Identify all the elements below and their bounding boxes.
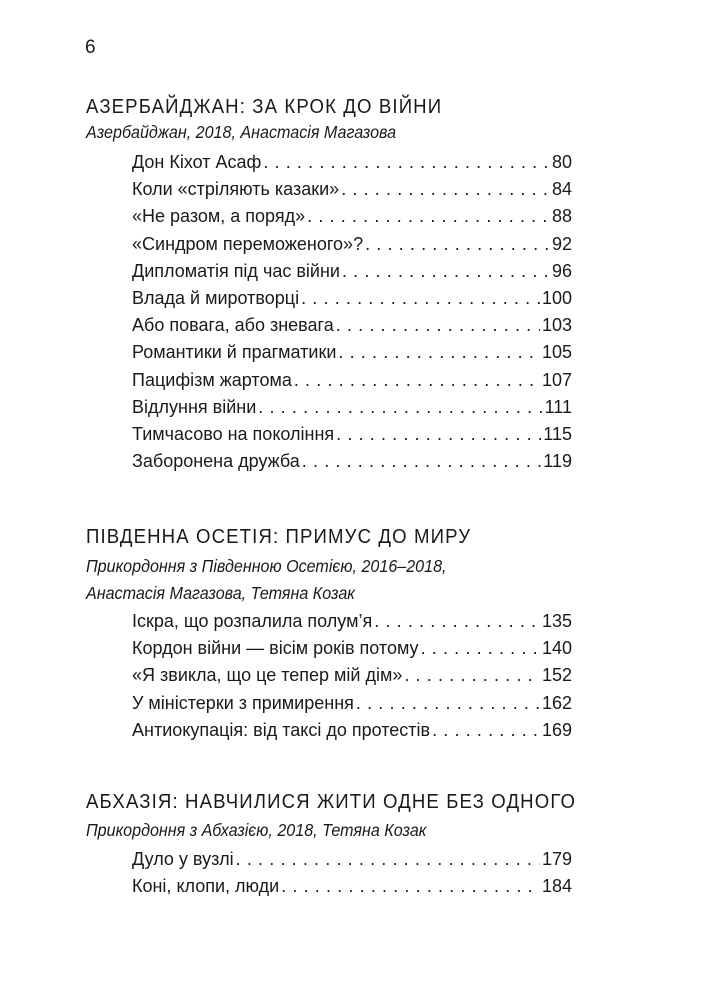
dot-leader bbox=[301, 285, 540, 312]
toc-entry-title: Тимчасово на покоління bbox=[132, 423, 335, 444]
toc-entry-page: 140 bbox=[541, 638, 572, 659]
toc-entry[interactable] bbox=[132, 846, 572, 873]
toc-entry-title: Антиокупація: від таксі до протестів bbox=[132, 719, 431, 740]
toc-entry-page: 103 bbox=[541, 315, 572, 336]
dot-leader bbox=[302, 448, 542, 475]
toc-list bbox=[86, 846, 572, 900]
toc-entry-page: 100 bbox=[541, 287, 572, 308]
dot-leader bbox=[236, 846, 540, 873]
toc-entry-page: 84 bbox=[551, 179, 572, 200]
toc-entry-title: Кордон війни — вісім років потому bbox=[132, 638, 419, 659]
toc-entry-page: 96 bbox=[551, 260, 572, 281]
section-meta: Прикордоння з Південною Осетією, 2016–2018, bbox=[86, 556, 447, 576]
toc-entry[interactable] bbox=[132, 203, 572, 230]
toc-entry[interactable] bbox=[132, 176, 572, 203]
toc-entry-title: Дуло у вузлі bbox=[132, 849, 234, 869]
toc-entry-title: «Я звикла, що це тепер мій дім» bbox=[132, 665, 403, 686]
toc-entry-page: 105 bbox=[541, 342, 572, 363]
dot-leader bbox=[338, 339, 540, 366]
toc-entry[interactable] bbox=[132, 367, 572, 394]
toc-list bbox=[86, 608, 572, 744]
toc-entry-page: 135 bbox=[541, 611, 572, 631]
dot-leader bbox=[432, 717, 540, 744]
toc-entry[interactable] bbox=[132, 690, 572, 717]
dot-leader bbox=[404, 662, 540, 689]
section-title: АЗЕРБАЙДЖАН: ЗА КРОК ДО ВІЙНИ bbox=[86, 96, 443, 118]
dot-leader bbox=[374, 608, 540, 635]
toc-entry[interactable] bbox=[132, 258, 572, 285]
dot-leader bbox=[281, 873, 540, 900]
toc-entry-title: Пацифізм жартома bbox=[132, 369, 292, 390]
toc-entry-title: Відлуння війни bbox=[132, 396, 257, 417]
dot-leader bbox=[258, 394, 542, 421]
toc-entry-title: Влада й миротворці bbox=[132, 287, 300, 308]
dot-leader bbox=[421, 635, 540, 662]
toc-entry[interactable] bbox=[132, 312, 572, 339]
toc-entry-page: 80 bbox=[551, 152, 572, 172]
section-abkhazia bbox=[86, 789, 577, 900]
toc-entry-page: 111 bbox=[544, 396, 572, 417]
toc-entry[interactable] bbox=[132, 873, 572, 900]
toc-entry-page: 179 bbox=[541, 849, 572, 869]
toc-entry[interactable] bbox=[132, 717, 572, 744]
section-meta: Прикордоння з Абхазією, 2018, Тетяна Козак bbox=[86, 820, 427, 840]
toc-entry-page: 152 bbox=[541, 665, 572, 686]
toc-entry-title: Романтики й прагматики bbox=[132, 342, 337, 363]
toc-entry[interactable] bbox=[132, 231, 572, 258]
toc-entry-page: 169 bbox=[541, 719, 572, 740]
toc-entry-title: «Синдром переможеного»? bbox=[132, 233, 364, 254]
toc-entry-title: Іскра, що розпалила полум’я bbox=[132, 611, 373, 631]
dot-leader bbox=[342, 258, 550, 285]
dot-leader bbox=[336, 312, 540, 339]
toc-entry[interactable] bbox=[132, 339, 572, 366]
toc-entry-page: 115 bbox=[543, 423, 572, 444]
section-title: АБХАЗІЯ: НАВЧИЛИСЯ ЖИТИ ОДНЕ БЕЗ ОДНОГО bbox=[86, 791, 577, 813]
toc-entry[interactable] bbox=[132, 635, 572, 662]
toc-entry-page: 162 bbox=[541, 692, 572, 713]
toc-entry[interactable] bbox=[132, 448, 572, 475]
toc-entry-title: Коли «стріляють казаки» bbox=[132, 179, 340, 200]
toc-entry-page: 119 bbox=[543, 451, 572, 472]
toc-entry-title: Дон Кіхот Асаф bbox=[132, 152, 262, 172]
section-south-ossetia bbox=[86, 524, 572, 744]
section-meta: Анастасія Магазова, Тетяна Козак bbox=[86, 583, 355, 603]
toc-entry[interactable] bbox=[132, 662, 572, 689]
section-title: ПІВДЕННА ОСЕТІЯ: ПРИМУС ДО МИРУ bbox=[86, 526, 472, 548]
toc-entry-page: 88 bbox=[551, 206, 572, 227]
toc-entry[interactable] bbox=[132, 394, 572, 421]
toc-entry-title: Коні, клопи, люди bbox=[132, 876, 280, 897]
toc-entry-page: 184 bbox=[541, 876, 572, 897]
page-number: 6 bbox=[85, 37, 96, 58]
dot-leader bbox=[341, 176, 550, 203]
dot-leader bbox=[263, 149, 550, 176]
toc-entry[interactable] bbox=[132, 285, 572, 312]
toc-entry[interactable] bbox=[132, 149, 572, 176]
dot-leader bbox=[294, 367, 540, 394]
dot-leader bbox=[356, 690, 540, 717]
toc-entry[interactable] bbox=[132, 608, 572, 635]
toc-list bbox=[86, 149, 572, 475]
section-azerbaijan bbox=[86, 94, 572, 475]
toc-entry-page: 107 bbox=[541, 369, 572, 390]
dot-leader bbox=[336, 421, 541, 448]
toc-entry-title: Заборонена дружба bbox=[132, 451, 300, 472]
dot-leader bbox=[365, 231, 550, 258]
toc-entry[interactable] bbox=[132, 421, 572, 448]
toc-entry-title: У міністерки з примирення bbox=[132, 692, 354, 713]
section-meta: Азербайджан, 2018, Анастасія Магазова bbox=[86, 122, 397, 142]
toc-entry-title: Дипломатія під час війни bbox=[132, 260, 340, 281]
toc-entry-title: «Не разом, а поряд» bbox=[132, 206, 306, 227]
dot-leader bbox=[307, 203, 550, 230]
toc-entry-page: 92 bbox=[551, 233, 572, 254]
toc-entry-title: Або повага, або зневага bbox=[132, 315, 334, 336]
